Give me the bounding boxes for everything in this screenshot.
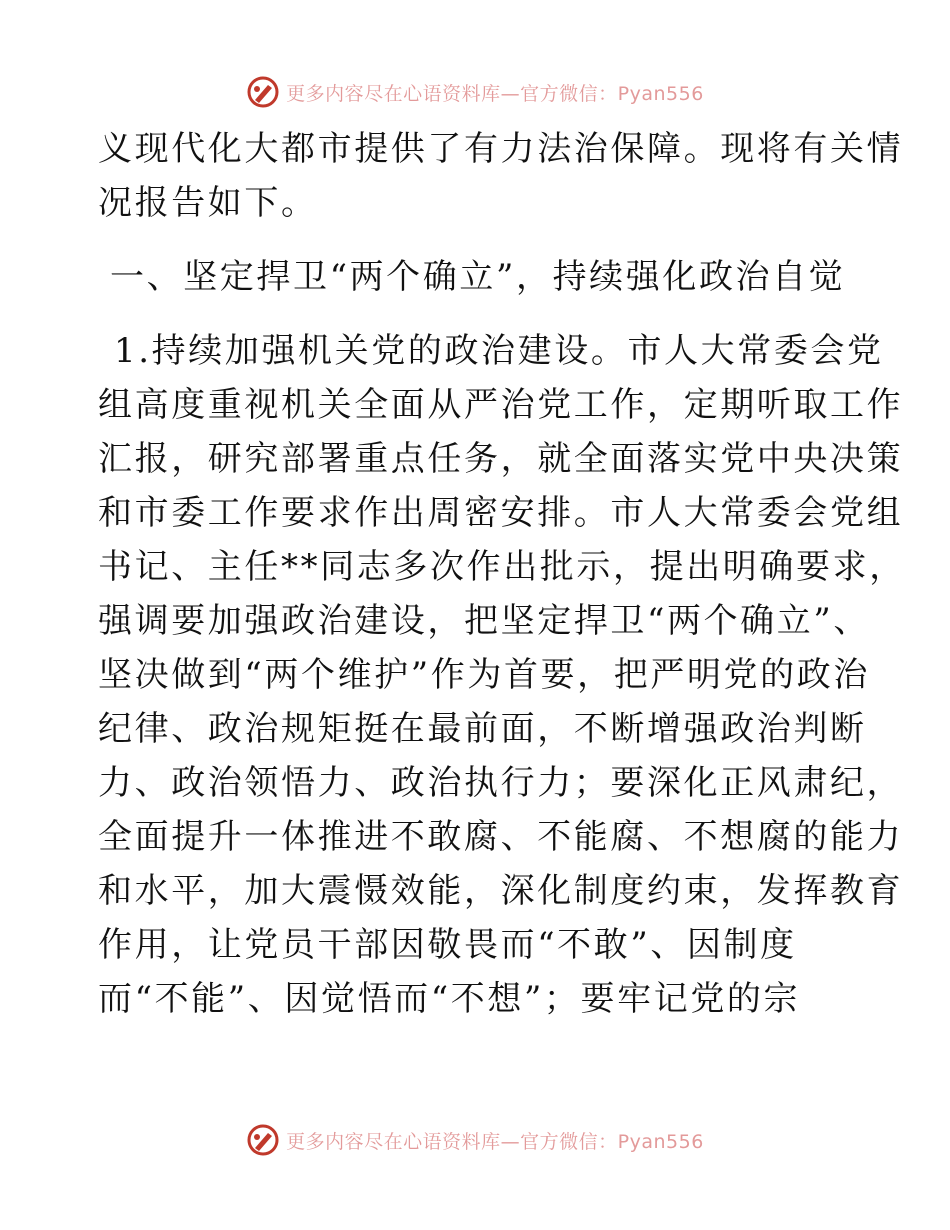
body-line: 坚决做到“两个维护”作为首要，把严明党的政治: [98, 655, 870, 695]
body-line: 作用，让党员干部因敬畏而“不敢”、因制度: [98, 925, 797, 965]
body-line: 组高度重视机关全面从严治党工作，定期听取工作: [98, 385, 904, 425]
body-line: 况报告如下。: [98, 183, 318, 223]
body-line: 力、政治领悟力、政治执行力；要深化正风肃纪，: [98, 763, 904, 803]
body-line: 和市委工作要求作出周密安排。市人大常委会党组: [98, 493, 904, 533]
body-line: 纪律、政治规矩挺在最前面，不断增强政治判断: [98, 709, 867, 749]
watermark-text: 更多内容尽在心语资料库—官方微信：Pyan556: [286, 82, 704, 105]
pen-logo-icon: [246, 75, 280, 109]
body-line: 书记、主任**同志多次作出批示，提出明确要求，: [98, 547, 906, 587]
header-watermark: [0, 72, 950, 112]
pen-logo-icon: [246, 1123, 280, 1157]
body-line: 强调要加强政治建设，把坚定捍卫“两个确立”、: [98, 601, 870, 641]
body-line: 而“不能”、因觉悟而“不想”；要牢记党的宗: [98, 979, 801, 1019]
watermark-text: 更多内容尽在心语资料库—官方微信：Pyan556: [286, 1130, 704, 1153]
body-line: 义现代化大都市提供了有力法治保障。现将有关情: [98, 129, 904, 169]
footer-watermark: [0, 1120, 950, 1160]
document-body: [98, 122, 906, 1026]
body-line: 汇报，研究部署重点任务，就全面落实党中央决策: [98, 439, 904, 479]
body-line: 全面提升一体推进不敢腐、不能腐、不想腐的能力: [98, 817, 904, 857]
section-heading: 一、坚定捍卫“两个确立”，持续强化政治自觉: [110, 257, 846, 297]
body-line: 和水平，加大震慑效能，深化制度约束，发挥教育: [98, 871, 904, 911]
paragraph-first-line: 1.持续加强机关党的政治建设。市人大常委会党: [114, 331, 884, 371]
